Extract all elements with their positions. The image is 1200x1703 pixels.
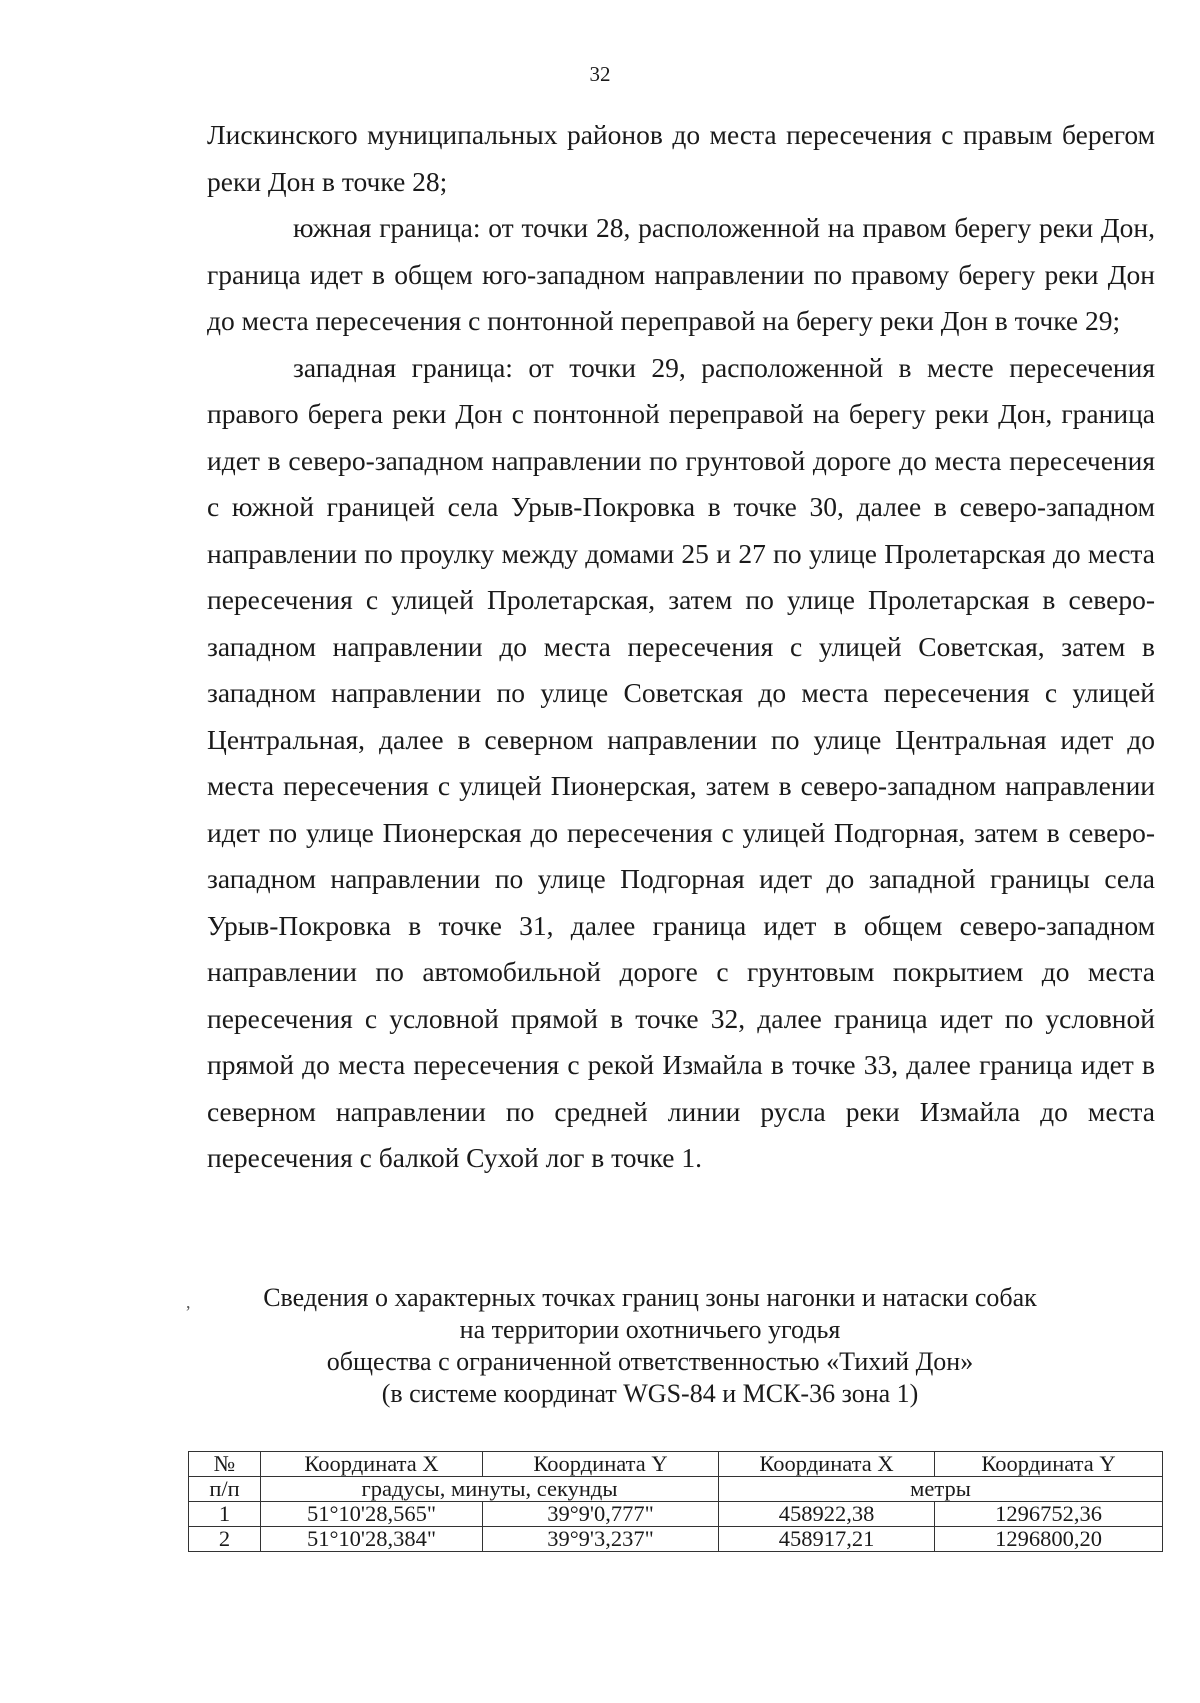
table-heading-line: на территории охотничьего угодья <box>459 1315 841 1344</box>
column-header: Координата Y <box>935 1452 1163 1477</box>
row-number: 2 <box>189 1527 261 1552</box>
cell-lon: 39°9'3,237" <box>483 1527 719 1552</box>
table-row <box>189 1502 1163 1527</box>
column-header: Координата X <box>261 1452 483 1477</box>
table-row <box>189 1527 1163 1552</box>
cell-y: 1296800,20 <box>935 1527 1163 1552</box>
cell-lat: 51°10'28,565" <box>261 1502 483 1527</box>
page-number: 32 <box>589 62 611 86</box>
cell-y: 1296752,36 <box>935 1502 1163 1527</box>
paragraph: южная граница: от точки 28, расположенной на правом берегу реки Дон, граница идет в общем юго-западном направлении по правому берегу реки Дон до места пересечения с понтонной переправой на берегу реки Дон в точке 29; <box>207 212 1155 336</box>
cell-lat: 51°10'28,384" <box>261 1527 483 1552</box>
cell-lon: 39°9'0,777" <box>483 1502 719 1527</box>
row-number: 1 <box>189 1502 261 1527</box>
table-heading-line: общества с ограниченной ответственностью «Тихий Дон» <box>326 1347 974 1376</box>
table-units-row <box>189 1477 1163 1502</box>
table-heading-line: (в системе координат WGS-84 и МСК-36 зона 1) <box>381 1379 919 1408</box>
num-header: № <box>189 1452 261 1477</box>
num-header-sub: п/п <box>189 1477 261 1502</box>
unit-degrees: градусы, минуты, секунды <box>261 1477 719 1502</box>
body-text <box>207 112 1155 1182</box>
table-header-row <box>189 1452 1163 1477</box>
coordinates-table <box>188 1451 1163 1552</box>
scan-mark: , <box>186 1292 191 1312</box>
paragraph: Лискинского муниципальных районов до места пересечения с правым берегом реки Дон в точке 28; <box>207 119 1155 197</box>
column-header: Координата Y <box>483 1452 719 1477</box>
paragraph: западная граница: от точки 29, расположенной в месте пересечения правого берега реки Дон с понтонной переправой на берегу реки Дон, граница идет в северо-западном направлении по грунтовой дороге до места пересечения с южной границей села Урыв-Покровка в точке 30, далее в северо-западном направлении по проулку между домами 25 и 27 по улице Пролетарская до места пересечения с улицей Пролетарская, затем по улице Пролетарская в северо-западном направлении до места пересечения с улицей Советская, затем в западном направлении по улице Советская до места пересечения с улицей Центральная, далее в северном направлении по улице Центральная идет до места пересечения с улицей Пионерская, затем в северо-западном направлении идет по улице Пионерская до пересечения с улицей Подгорная, затем в северо-западном направлении по улице Подгорная идет до западной границы села Урыв-Покровка в точке 31, далее граница идет в общем северо-западном направлении по автомобильной дороге с грунтовым покрытием до места пересечения с условной прямой в точке 32, далее граница идет по условной прямой до места пересечения с рекой Измайла в точке 33, далее граница идет в северном направлении по средней линии русла реки Измайла до места пересечения с балкой Сухой лог в точке 1. <box>207 351 1155 1173</box>
column-header: Координата X <box>719 1452 935 1477</box>
cell-x: 458917,21 <box>719 1527 935 1552</box>
unit-meters: метры <box>719 1477 1163 1502</box>
cell-x: 458922,38 <box>719 1502 935 1527</box>
table-heading <box>200 1282 1100 1410</box>
table-heading-line: Сведения о характерных точках границ зоны нагонки и натаски собак <box>263 1283 1037 1312</box>
